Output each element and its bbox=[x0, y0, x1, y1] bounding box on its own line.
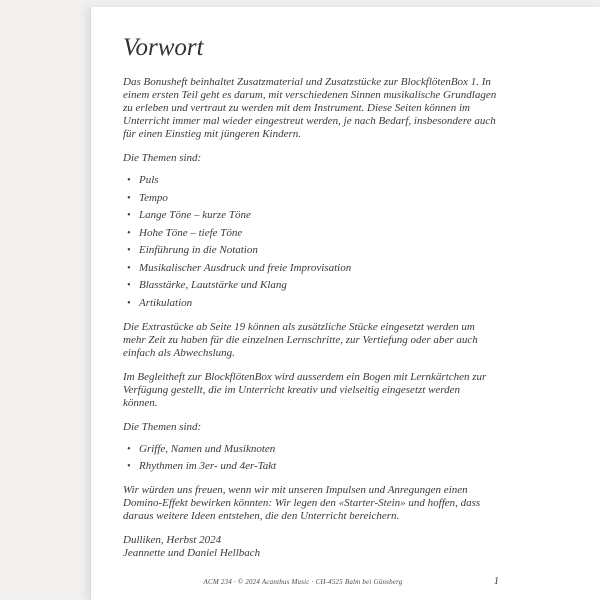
theme-item: • Lange Töne – kurze Töne bbox=[126, 209, 497, 222]
signature-place-date: Dulliken, Herbst 2024 bbox=[123, 534, 222, 546]
document-page bbox=[90, 7, 600, 600]
themes-list-1 bbox=[123, 174, 497, 310]
theme-item: • Tempo bbox=[126, 192, 497, 205]
extras-paragraph: Die Extrastücke ab Seite 19 können als zusätzliche Stücke eingesetzt werden um mehr Zeit zu haben für die einzelnen Lernschritte, zur Vertiefung oder aber auch einfach als Abwechslung. bbox=[123, 320, 478, 359]
themes-label-1: Die Themen sind: bbox=[123, 152, 202, 164]
intro-paragraph: Das Bonusheft beinhaltet Zusatzmaterial und Zusatzstücke zur BlockflötenBox 1. In einem ersten Teil geht es darum, mit verschiedenen Sinnen musikalische Grundlagen zu erleben und vertraut zu werden mit dem Instrument. Diese Seiten können im Unterricht immer mal wieder eingestreut werden, je nach Bedarf, insbesondere auch für einen Einstieg mit jüngeren Kindern. bbox=[123, 76, 497, 140]
closing-paragraph: Wir würden uns freuen, wenn wir mit unseren Impulsen und Anregungen einen Domino-Effekt bewirken könnten: Wir legen den «Starter-Stein» und hoffen, dass daraus weitere Ideen entstehen, die den Unterricht bereichern. bbox=[123, 484, 481, 522]
theme-item: • Hohe Töne – tiefe Töne bbox=[126, 227, 497, 240]
page-content bbox=[123, 33, 497, 560]
footer-imprint: ACM 234 · © 2024 Acanthus Music · CH-4525 Balm bei Günsberg bbox=[203, 578, 403, 586]
theme-item: • Puls bbox=[126, 174, 497, 187]
theme-item: • Einführung in die Notation bbox=[126, 244, 497, 257]
theme-item: • Blasstärke, Lautstärke und Klang bbox=[126, 279, 497, 292]
signature-names: Jeannette und Daniel Hellbach bbox=[123, 547, 261, 559]
theme-item: • Musikalischer Ausdruck und freie Improvisation bbox=[126, 262, 497, 275]
begleitheft-paragraph: Im Begleitheft zur BlockflötenBox wird ausserdem ein Bogen mit Lernkärtchen zur Verfügung gestellt, die im Unterricht kreativ und vielseitig eingesetzt werden können. bbox=[123, 370, 487, 409]
themes-label-2: Die Themen sind: bbox=[123, 420, 202, 433]
signature-block bbox=[123, 534, 497, 560]
theme-item: • Griffe, Namen und Musiknoten bbox=[126, 443, 497, 456]
themes-list-2 bbox=[123, 443, 497, 474]
page-footer bbox=[123, 576, 499, 587]
page-number: 1 bbox=[493, 576, 499, 587]
theme-item: • Artikulation bbox=[126, 297, 497, 310]
page-title: Vorwort bbox=[123, 34, 204, 61]
theme-item: • Rhythmen im 3er- und 4er-Takt bbox=[126, 460, 497, 473]
